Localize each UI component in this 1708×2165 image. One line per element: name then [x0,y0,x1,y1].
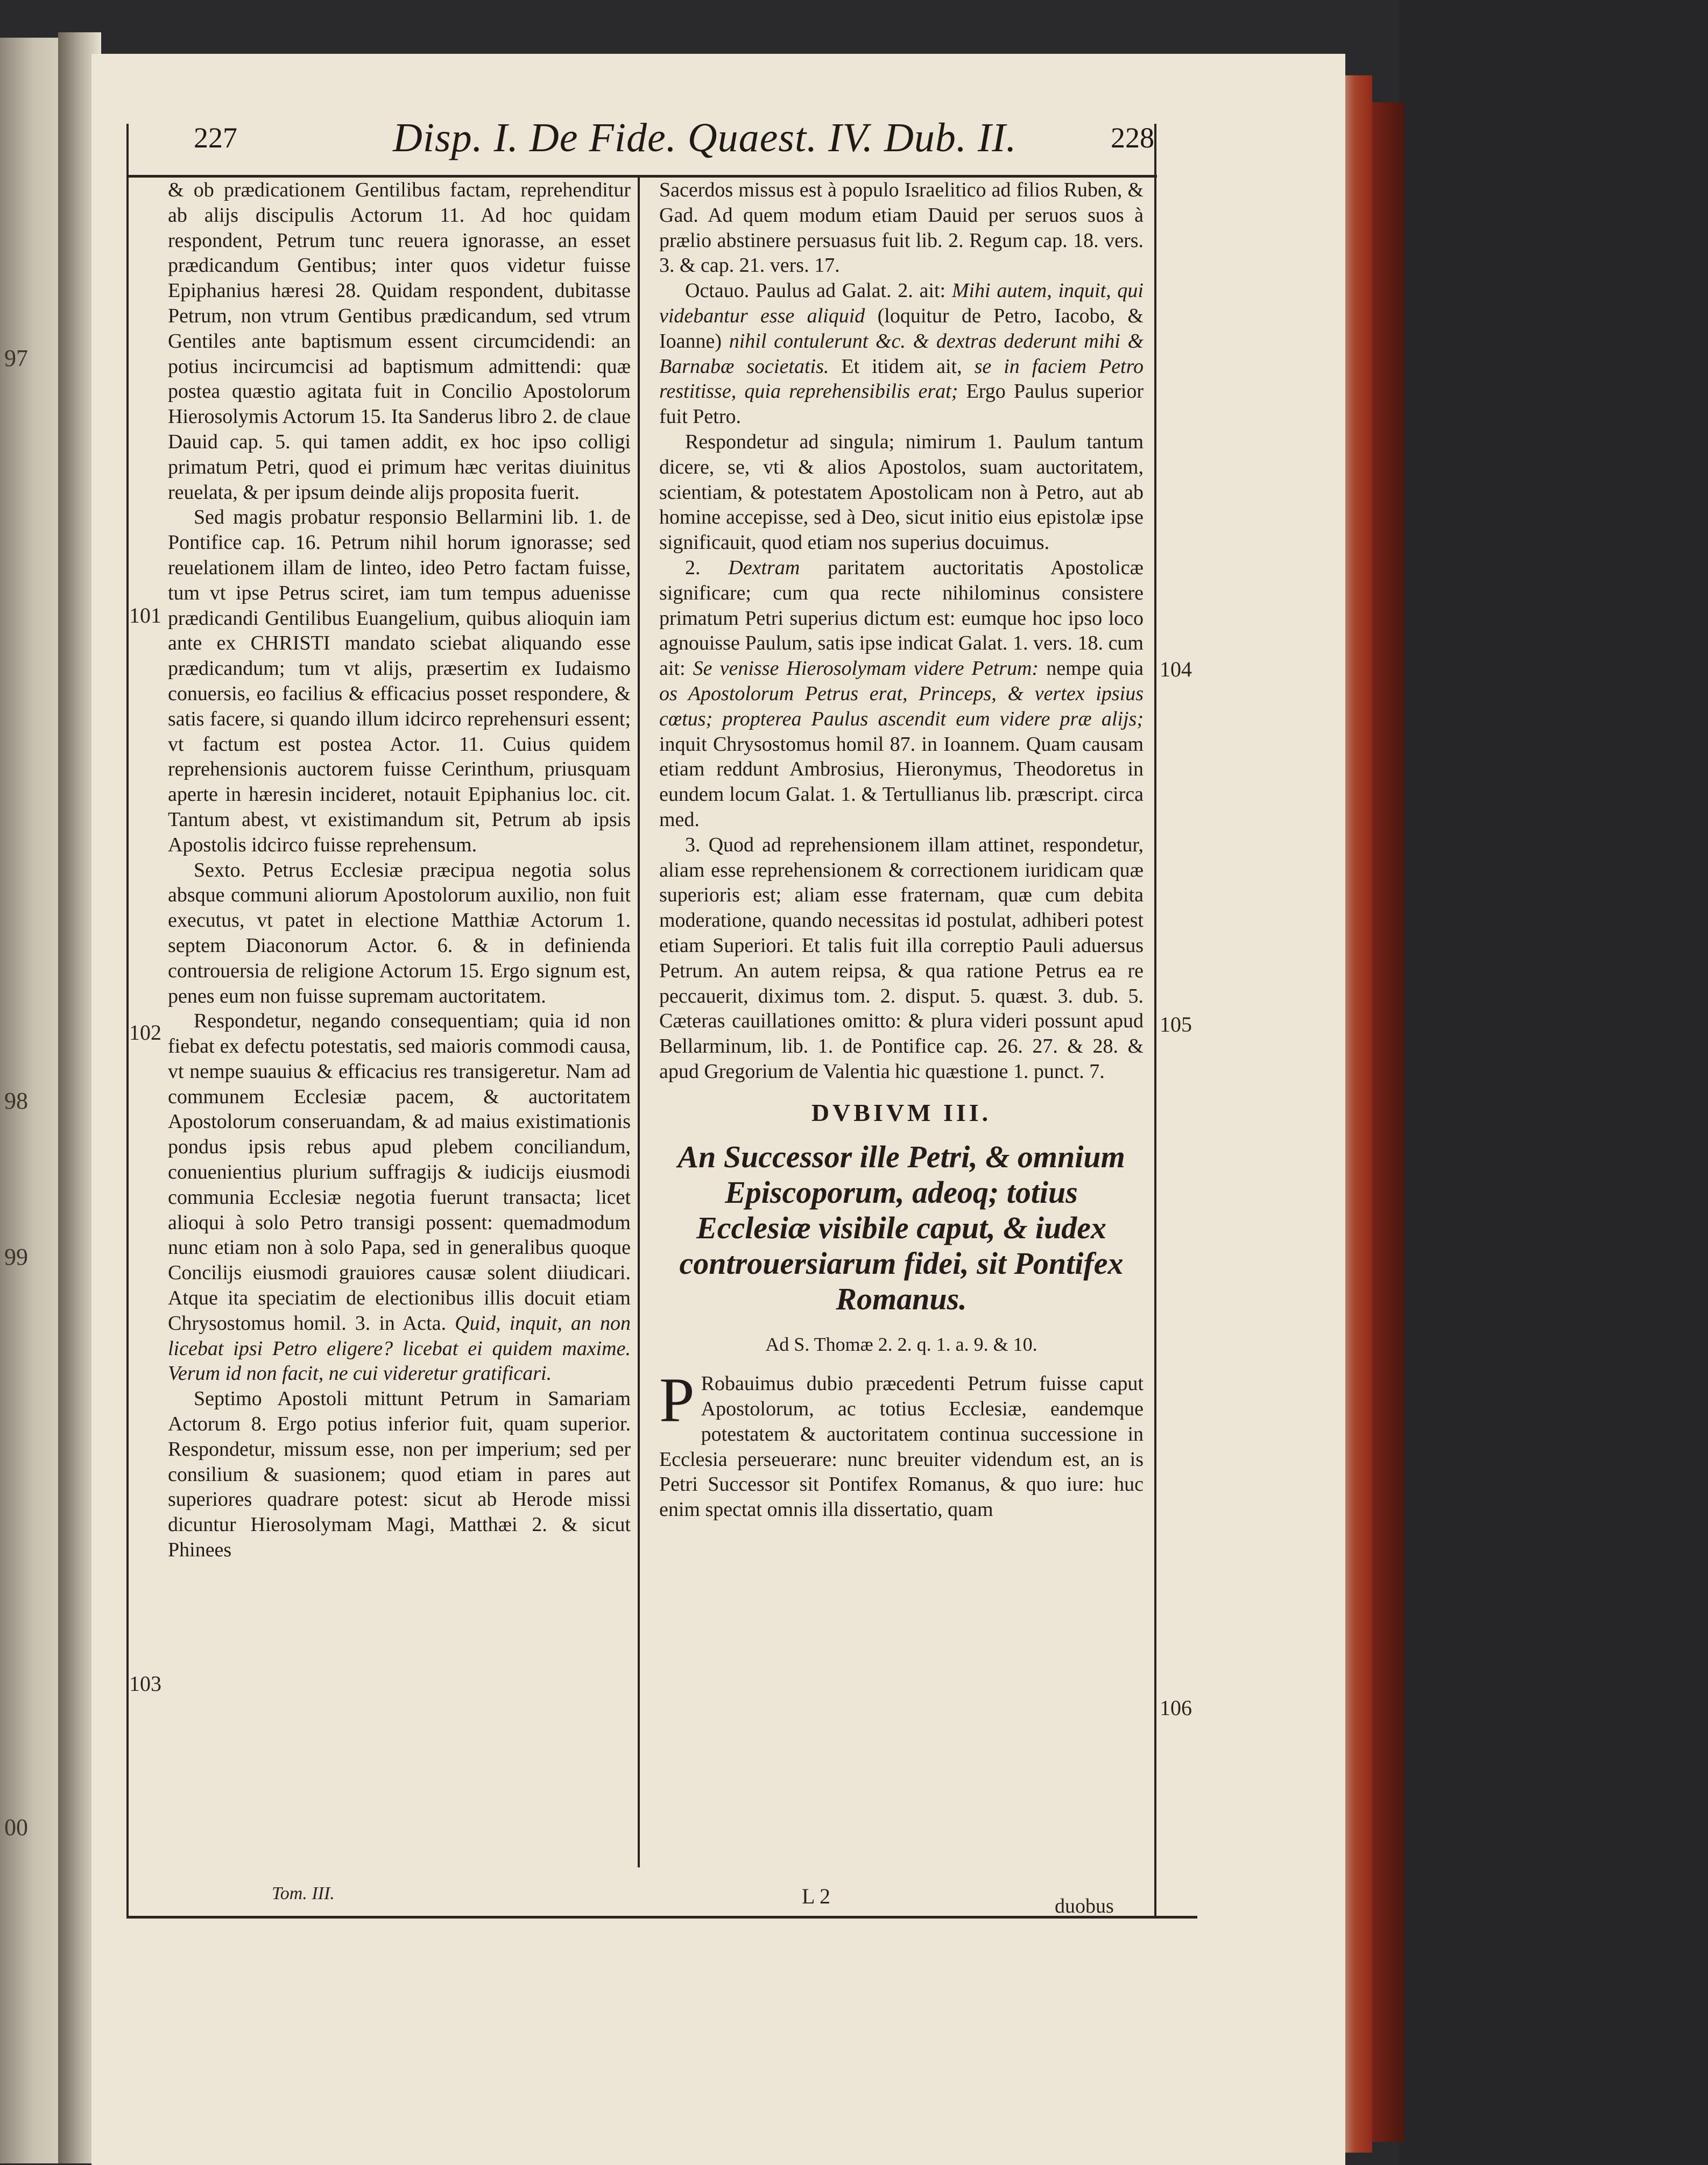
paragraph-text: paritatem auctoritatis Apostolicæ significare; cum qua recte nihilominus consistere primatum Petri superius dictum est: eumque hoc ipso loco agnouisse Paulum, satis ipse indicat Galat. 1. vers. 18. cum ait: [659,556,1144,680]
catchword: duobus [1055,1895,1114,1917]
paragraph-text: Et itidem ait, [841,355,962,378]
page-number-left: 227 [194,122,237,154]
margin-number: 102 [129,1020,161,1045]
column-divider [638,175,640,1867]
paragraph [168,1009,631,1386]
paragraph [659,1365,1144,1522]
left-page-margin-number: 99 [4,1244,28,1270]
running-title: Disp. I. De Fide. Quaest. IV. Dub. II. [393,115,1017,160]
page-number-right: 228 [1111,122,1154,154]
quotation: nihil contulerunt &c. & dextras dederunt mihi & Barnabæ societatis. [659,329,1144,378]
margin-number: 104 [1160,657,1192,681]
tome-label: Tom. III. [272,1884,335,1903]
quotation: se in faciem Petro restitisse, quia reprehensibilis erat; [659,355,1144,403]
paragraph: Sexto. Petrus Ecclesiæ præcipua negotia solus absque communi aliorum Apostolorum auxilio, non fuit executus, vt patet in electione Matthiæ Actorum 1. septem Diaconorum Actor. 6. & in definienda controuersia de religione Actorum 15. Ergo signum est, penes eum non fuisse supremam auctoritatem. [168,858,631,1007]
drop-capital: P [659,1365,695,1436]
left-frame-rule [126,124,129,1916]
reference-line: Ad S. Thomæ 2. 2. q. 1. a. 9. & 10. [765,1334,1037,1356]
quotation: os Apostolorum Petrus erat, Princeps, & vertex ipsius cœtus; propterea Paulus ascendit eum videre præ alijs; [659,682,1144,730]
margin-number: 103 [129,1672,161,1696]
page-header [129,115,1154,170]
quotation: Mihi autem, inquit, qui videbantur esse aliquid [659,279,1144,327]
question-title: An Successor ille Petri, & omnium Episcoporum, adeoq; totius Ecclesiæ visibile caput, & iudex controuersiarum fidei, sit Pontifex Romanus. [677,1139,1125,1317]
paragraph: Sacerdos missus est à populo Israelitico ad filios Ruben, & Gad. Ad quem modum etiam Dauid per seruos suos à prælio abstinere persuasus fuit lib. 2. Regum cap. 18. vers. 3. & cap. 21. vers. 17. [659,179,1144,277]
paragraph-text: Octauo. Paulus ad Galat. 2. ait: [685,279,946,302]
paragraph-text: 2. [685,556,701,579]
paragraph: & ob prædicationem Gentilibus factam, reprehenditur ab alijs discipulis Actorum 11. Ad hoc quidam respondent, Petrum tunc reuera ignorasse, an esset prædicandum Gentibus; inter quos videtur fuisse Epiphanius hæresi 28. Quidam respondent, dubitasse Petrum, non vtrum Gentibus prædicandum, sed vtrum Gentiles ante baptismum essent circumcidendi: an potius incircumcisi ad baptismum admittendi: quæ postea quæstio agitata fuit in Concilio Apostolorum Hierosolymis Actorum 15. Ita Sanderus libro 2. de claue Dauid cap. 5. qui tamen addit, ex hoc ipso colligi primatum Petri, quod ei primum hæc veritas diuinitus reuelata, & per ipsum deinde alijs proposita fuerit. [168,179,631,504]
left-column [168,178,631,1563]
paragraph-text: Respondetur, negando consequentiam; quia id non fiebat ex defectu potestatis, sed maioris commodi causa, vt nempe suauius & efficacius res transigeretur. Nam ad communem Ecclesiæ pacem, & auctoritatem Apostolorum conseruandam, & ad maius existimationis pondus ipsis rebus apud plebem conciliandum, conuenientius plurium suffragijs & iudicijs eiusmodi communia Ecclesiæ negotia fuerunt transacta; licet alioqui à solo Petro transigi possent: quemadmodum nunc etiam non à solo Papa, sed in generalibus quoque Concilijs eiusmodi grauiores causæ solent diiudicari. Atque ita speciatim de electionibus illis docuit etiam Chrysostomus homil. 3. in Acta. [168,1010,631,1335]
paragraph-text: nempe quia [1046,657,1144,680]
paragraph [659,278,1144,429]
quotation: Dextram [728,556,800,579]
paragraph: Respondetur ad singula; nimirum 1. Paulum tantum dicere, se, vti & alios Apostolos, suam auctoritatem, scientiam, & potestatem Apostolicam non à Petro, aut ab homine accepisse, sed à Deo, sicut initio eius epistolæ ipse significauit, quod etiam nos superius docuimus. [659,430,1144,554]
paragraph [659,555,1144,833]
paragraph-text: Robauimus dubio præcedenti Petrum fuisse caput Apostolorum, ac totius Ecclesiæ, eandemque potestatem & auctoritatem continua successione in Ecclesia perseuerare: nunc breuiter videndum est, an is Petri Successor sit Pontifex Romanus, & quo iure: huc enim spectat omnis illa dissertatio, quam [659,1372,1144,1521]
margin-number: 101 [129,603,161,627]
signature-mark: L 2 [802,1884,830,1908]
paragraph: Septimo Apostoli mittunt Petrum in Samariam Actorum 8. Ergo potius inferior fuit, quam superior. Respondetur, missum esse, non per imperium; sed per consilium & suasionem; quod etiam in pares aut superiores quadrare potest: sicut ab Herode missi dicuntur Hierosolymam Magi, Matthæi 2. & sicut Phinees [168,1387,631,1562]
right-frame-rule [1154,124,1156,1916]
left-page-margin-number: 00 [4,1814,28,1840]
paragraph-text: (loquitur de Petro, Iacobo, & Ioanne) [659,304,1144,352]
paragraph: 3. Quod ad reprehensionem illam attinet, respondetur, aliam esse reprehensionem & correctionem iuridicam quæ superioris est; aliam esse fraternam, quæ cum debita moderatione, quando necessitas id postulat, adhiberi potest etiam Superiori. Et talis fuit illa correptio Pauli aduersus Petrum. An autem reipsa, & qua ratione Petrus ea re peccauerit, diximus tom. 2. disput. 5. quæst. 3. dub. 5. Cæteras cauillationes omitto: & plura videri possunt apud Bellarminum, lib. 1. de Pontifice cap. 26. 27. & 28. & apud Gregorium de Valentia hic quæstione 1. punct. 7. [659,833,1144,1083]
section-heading: DVBIVM III. [811,1098,992,1126]
right-column [659,178,1144,1522]
book-cover-edge [1367,102,1404,2142]
quotation: Quid, inquit, an non licebat ipsi Petro eligere? licebat ei quidem maxime. Verum id non facit, ne cui videretur gratificari. [168,1311,631,1385]
paragraph-text: Ergo Paulus superior fuit Petro. [659,380,1144,428]
paragraph-text: inquit Chrysostomus homil 87. in Ioannem. Quam causam etiam reddunt Ambrosius, Hieronymus, Theodoretus in eundem locum Galat. 1. & Tertullianus lib. præscript. circa med. [659,732,1144,831]
margin-number: 105 [1160,1012,1192,1036]
margin-number: 106 [1160,1696,1192,1720]
footer-rule [126,1916,1197,1919]
left-page-margin-number: 98 [4,1088,28,1114]
left-page-margin-number: 97 [4,345,28,371]
paragraph: Sed magis probatur responsio Bellarmini lib. 1. de Pontifice cap. 16. Petrum nihil horum ignorasse; sed reuelationem illam de linteo, ideo Petro factam fuisse, tum vt ipse Petrus sciret, iam tum tempus aduenisse prædicandi Gentilibus Euangelium, quibus alioquin iam ante ex CHRISTI mandato sciebat aliquando esse prædicandum; tum vt alijs, præsertim ex Iudaismo conuersis, eo facilius & efficacius posset respondere, & satis facere, si quando illum idcirco reprehensuri essent; vt factum est postea Actor. 11. Cuius quidem reprehensionis auctorem fuisse Cerinthum, priusquam aperte in hæresin incideret, notauit Epiphanius loc. cit. Tantum abest, vt existimandum sit, Petrum ab ipsis Apostolis idcirco fuisse reprehensum. [168,506,631,856]
background [1399,0,1708,2165]
quotation: Se venisse Hierosolymam videre Petrum: [693,657,1039,680]
